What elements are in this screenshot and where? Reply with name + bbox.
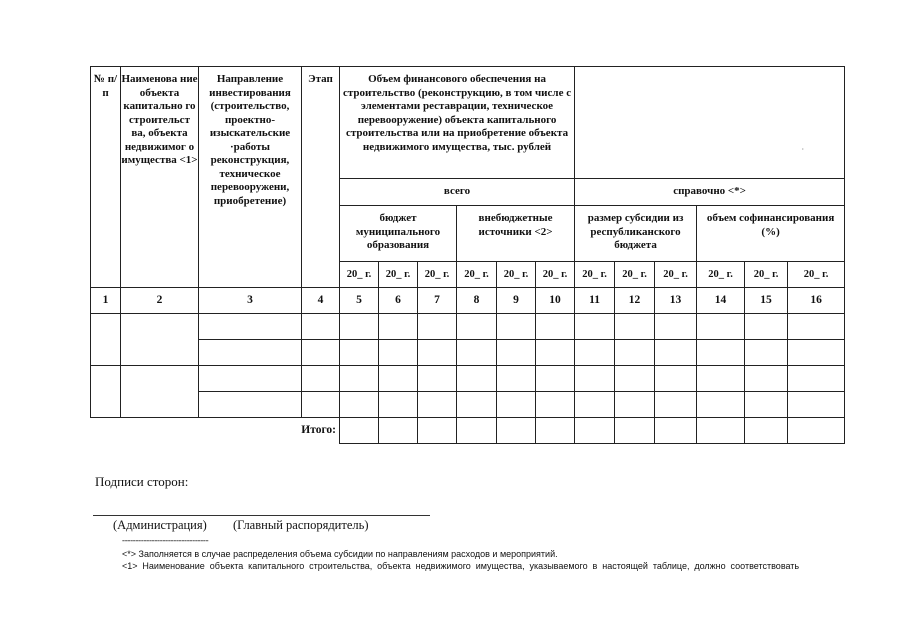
table-cell[interactable] <box>615 366 655 392</box>
table-row <box>91 340 845 366</box>
header-republican-subsidy: размер субсидии из республиканского бюджета <box>575 206 697 262</box>
total-cell[interactable] <box>655 418 697 444</box>
table-row <box>91 392 845 418</box>
table-cell[interactable] <box>655 392 697 418</box>
header-financing-volume: Объем финансового обеспечения на строительство (реконструкцию, в том числе с элементами реставрации, техническое перевооружение) объекта капитального строительства или на приобретение объекта недвижимого имущества, тыс. рублей <box>340 67 575 179</box>
column-number: 6 <box>379 288 418 314</box>
header-investment-direction: Направление инвестирования (строительство, проектно-изыскательские ·работы реконструкция, техническое перевооружени, приобретение) <box>199 67 302 288</box>
column-number: 9 <box>497 288 536 314</box>
table-cell[interactable] <box>302 366 340 392</box>
year-cell: 20_ г. <box>536 262 575 288</box>
header-number: № п/п <box>91 67 121 288</box>
table-cell[interactable] <box>655 340 697 366</box>
total-cell[interactable] <box>457 418 497 444</box>
table-cell[interactable] <box>497 314 536 340</box>
table-cell[interactable] <box>536 392 575 418</box>
table-row <box>91 366 845 392</box>
table-cell[interactable] <box>745 366 788 392</box>
table-cell[interactable] <box>457 340 497 366</box>
total-cell[interactable] <box>379 418 418 444</box>
table-cell[interactable] <box>497 366 536 392</box>
table-cell[interactable] <box>379 392 418 418</box>
column-number: 5 <box>340 288 379 314</box>
table-cell[interactable] <box>697 314 745 340</box>
column-number: 2 <box>121 288 199 314</box>
table-cell[interactable] <box>457 314 497 340</box>
footnote-1: <*> Заполняется в случае распределения объема субсидии по направлениям расходов и мероприятий. <box>122 549 558 559</box>
table-cell[interactable] <box>788 340 845 366</box>
table-cell[interactable] <box>497 340 536 366</box>
table-cell[interactable] <box>745 392 788 418</box>
year-cell: 20_ г. <box>340 262 379 288</box>
total-cell[interactable] <box>615 418 655 444</box>
column-number: 15 <box>745 288 788 314</box>
column-number: 11 <box>575 288 615 314</box>
column-number: 4 <box>302 288 340 314</box>
table-cell[interactable] <box>655 366 697 392</box>
table-cell[interactable] <box>655 314 697 340</box>
table-cell[interactable] <box>745 314 788 340</box>
table-cell[interactable] <box>199 340 302 366</box>
signature-main-manager: (Главный распорядитель) <box>233 518 369 532</box>
header-reference: справочно <*> <box>575 179 845 206</box>
table-cell[interactable] <box>302 314 340 340</box>
table-cell[interactable] <box>697 392 745 418</box>
table-cell[interactable] <box>697 366 745 392</box>
total-cell[interactable] <box>497 418 536 444</box>
column-number: 8 <box>457 288 497 314</box>
table-cell[interactable] <box>379 366 418 392</box>
column-number: 1 <box>91 288 121 314</box>
table-cell[interactable] <box>457 366 497 392</box>
header-blank-area <box>575 67 845 179</box>
table-cell[interactable] <box>418 340 457 366</box>
table-cell[interactable] <box>536 340 575 366</box>
column-number: 14 <box>697 288 745 314</box>
table-cell[interactable] <box>788 392 845 418</box>
table-cell[interactable] <box>340 314 379 340</box>
header-cofinancing: объем софинансирования (%) <box>697 206 845 262</box>
year-cell: 20_ г. <box>697 262 745 288</box>
table-cell[interactable] <box>379 314 418 340</box>
table-cell[interactable] <box>575 340 615 366</box>
table-cell[interactable] <box>302 340 340 366</box>
signatures-title: Подписи сторон: <box>95 474 189 489</box>
table-cell[interactable] <box>199 314 302 340</box>
table-cell[interactable] <box>418 366 457 392</box>
table-cell[interactable] <box>91 366 121 418</box>
table-cell[interactable] <box>697 340 745 366</box>
year-cell: 20_ г. <box>788 262 845 288</box>
table-cell[interactable] <box>575 314 615 340</box>
year-cell: 20_ г. <box>418 262 457 288</box>
table-row <box>91 314 845 340</box>
year-cell: 20_ г. <box>655 262 697 288</box>
table-cell[interactable] <box>575 392 615 418</box>
table-cell[interactable] <box>121 314 199 366</box>
total-cell[interactable] <box>340 418 379 444</box>
year-cell: 20_ г. <box>457 262 497 288</box>
total-cell[interactable] <box>575 418 615 444</box>
table-cell[interactable] <box>615 314 655 340</box>
column-number: 7 <box>418 288 457 314</box>
total-cell[interactable] <box>418 418 457 444</box>
header-total: всего <box>340 179 575 206</box>
column-number: 13 <box>655 288 697 314</box>
table-cell[interactable] <box>199 392 302 418</box>
table-cell[interactable] <box>536 314 575 340</box>
year-cell: 20_ г. <box>615 262 655 288</box>
total-cell[interactable] <box>788 418 845 444</box>
table-cell[interactable] <box>418 392 457 418</box>
year-cell: 20_ г. <box>497 262 536 288</box>
header-object-name: Наименова ние объекта капитально го строительст ва, объекта недвижимог о имущества <1> <box>121 67 199 288</box>
column-number: 3 <box>199 288 302 314</box>
table-cell[interactable] <box>745 340 788 366</box>
year-cell: 20_ г. <box>575 262 615 288</box>
total-label: Итого: <box>91 418 340 444</box>
table-cell[interactable] <box>121 366 199 418</box>
total-row <box>91 418 845 444</box>
year-cell: 20_ г. <box>745 262 788 288</box>
column-number: 16 <box>788 288 845 314</box>
signature-line <box>93 515 430 516</box>
total-cell[interactable] <box>536 418 575 444</box>
table-cell[interactable] <box>615 340 655 366</box>
scan-speck: · <box>801 145 805 154</box>
year-cell: 20_ г. <box>379 262 418 288</box>
table-cell[interactable] <box>340 340 379 366</box>
table-cell[interactable] <box>340 392 379 418</box>
table-cell[interactable] <box>199 366 302 392</box>
table-cell[interactable] <box>788 314 845 340</box>
table-cell[interactable] <box>379 340 418 366</box>
total-cell[interactable] <box>745 418 788 444</box>
table-cell[interactable] <box>302 392 340 418</box>
financing-table <box>90 66 845 444</box>
signature-administration: (Администрация) <box>113 518 207 532</box>
table-cell[interactable] <box>457 392 497 418</box>
table-cell[interactable] <box>91 314 121 366</box>
header-extrabudgetary-sources: внебюджетные источники <2> <box>457 206 575 262</box>
total-cell[interactable] <box>697 418 745 444</box>
table-cell[interactable] <box>788 366 845 392</box>
footnote-separator: -------------------------------- <box>122 535 209 545</box>
footnote-2: <1> Наименование объекта капитального строительства, объекта недвижимого имущества, указываемого в настоящей таблице, должно соответствовать <box>122 561 800 571</box>
table-cell[interactable] <box>615 392 655 418</box>
column-number: 10 <box>536 288 575 314</box>
table-cell[interactable] <box>536 366 575 392</box>
table-cell[interactable] <box>575 366 615 392</box>
header-municipal-budget: бюджет муниципального образования <box>340 206 457 262</box>
header-stage: Этап <box>302 67 340 288</box>
table-cell[interactable] <box>418 314 457 340</box>
column-number: 12 <box>615 288 655 314</box>
table-cell[interactable] <box>340 366 379 392</box>
table-cell[interactable] <box>497 392 536 418</box>
